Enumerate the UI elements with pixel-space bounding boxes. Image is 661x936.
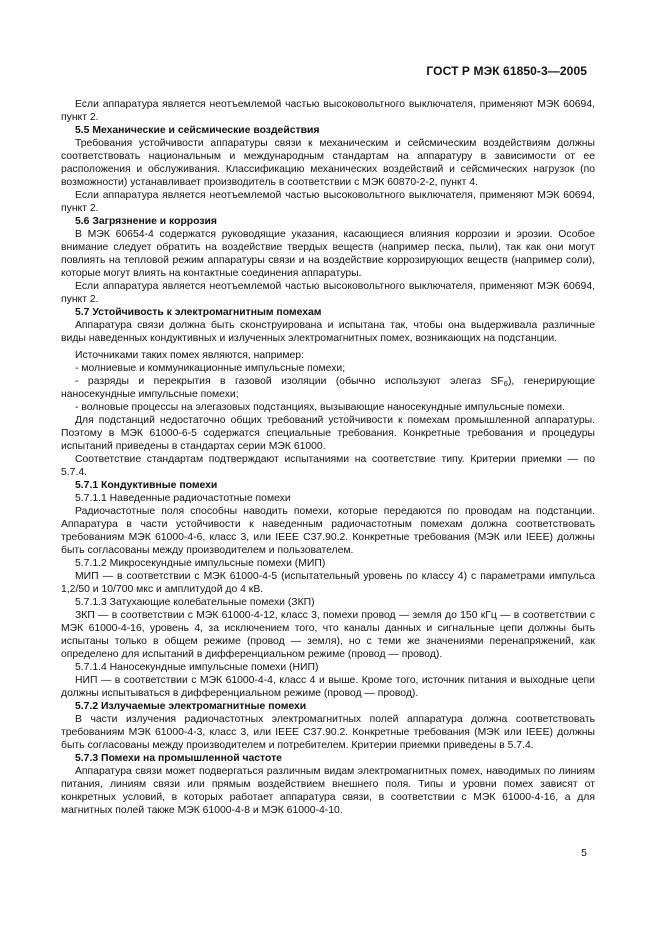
list-item: - волновые процессы на элегазовых подстанциях, вызывающие наносекундные импульсные помехи. (75, 402, 565, 413)
section-heading-5-5: 5.5 Механические и сейсмические воздействия (75, 125, 320, 136)
subscript: 6 (503, 379, 508, 388)
section-heading-5-7: 5.7 Устойчивость к электромагнитным помехам (75, 307, 322, 318)
paragraph: В МЭК 60654-4 содержатся руководящие указания, касающиеся влияния коррозии и эрозии. Особое внимание следует обратить на воздействие твердых веществ (например песка, пыли), так как они могут повлиять на тепловой режим аппаратуры связи и на воздействие коррозирующих веществ (например соли), которые могут влиять на контактные соединения аппаратуры. (61, 229, 595, 279)
paragraph: Если аппаратура является неотъемлемой частью высоковольтного выключателя, применяют МЭК 60694, пункт 2. (61, 99, 595, 123)
document-body (61, 98, 595, 817)
paragraph: Если аппаратура является неотъемлемой частью высоковольтного выключателя, применяют МЭК 60694, пункт 2. (61, 281, 595, 305)
paragraph: Аппаратура связи должна быть сконструирована и испытана так, чтобы она выдерживала различные виды наведенных кондуктивных и излученных электромагнитных помех, возникающих на подстанции. (61, 320, 595, 344)
paragraph: ЗКП — в соответствии с МЭК 61000-4-12, класс 3, помехи провод — земля до 150 кГц — в соответствии с МЭК 61000-4-16, уровень 4, за исключением того, что каналы данных и сигнальные цепи должны быть испытаны только в общем режиме (провод — земля), но с теми же значениями перенапряжений, как определено для испытаний в дифференциальном режиме (провод — провод). (61, 610, 595, 660)
subsection-heading-5-7-1-4: 5.7.1.4 Наносекундные импульсные помехи (НИП) (75, 662, 319, 673)
section-heading-5-6: 5.6 Загрязнение и коррозия (75, 216, 217, 227)
section-heading-5-7-1: 5.7.1 Кондуктивные помехи (75, 480, 218, 491)
paragraph: Соответствие стандартам подтверждают испытаниями на соответствие типу. Критерии приемки — по 5.7.4. (61, 454, 595, 478)
page-number: 5 (581, 847, 587, 859)
subsection-heading-5-7-1-2: 5.7.1.2 Микросекундные импульсные помехи (МИП) (75, 558, 326, 569)
paragraph: НИП — в соответствии с МЭК 61000-4-4, класс 4 и выше. Кроме того, источник питания и выходные цепи должны испытываться в дифференциальном режиме (провод — провод). (61, 675, 595, 699)
list-item-text: ), генерирующие наносекундные импульсные помехи; (61, 376, 595, 400)
list-item (61, 375, 595, 401)
list-item: - молниевые и коммуникационные импульсные помехи; (75, 363, 346, 374)
paragraph: МИП — в соответствии с МЭК 61000-4-5 (испытательный уровень по классу 4) с параметрами импульса 1,2/50 и 10/700 мкс и амплитудой до 4 кВ. (61, 571, 595, 595)
paragraph: Аппаратура связи может подвергаться различным видам электромагнитных помех, наводимых по линиям питания, линиям связи или прямым воздействием внешнего поля. Типы и уровни помех зависят от конкретных условий, в которых работает аппаратура связи, в соответствии с МЭК 61000-4-16, а для магнитных полей также МЭК 61000-4-8 и МЭК 61000-4-10. (61, 766, 595, 816)
paragraph: Радиочастотные поля способны наводить помехи, которые передаются по проводам на подстанции. Аппаратура в части устойчивости к наведенным радиочастотным помехам должна соответствовать требованиям МЭК 61000-4-6, класс 3, или IEEE C37.90.2. Конкретные требования (МЭК или IEEE) должны быть согласованы между производителем и пользователем. (61, 506, 595, 556)
paragraph: Если аппаратура является неотъемлемой частью высоковольтного выключателя, применяют МЭК 60694, пункт 2. (61, 190, 595, 214)
document-code-header: ГОСТ Р МЭК 61850-3—2005 (426, 64, 587, 78)
paragraph: Источниками таких помех являются, например: (75, 350, 304, 361)
paragraph: В части излучения радиочастотных электромагнитных полей аппаратура должна соответствовать требованиям МЭК 61000-4-3, класс 3, или IEEE C37.90.2. Конкретные требования (МЭК или IEEE) должны быть согласованы между производителем и потребителем. Критерии приемки приведены в 5.7.4. (61, 714, 595, 751)
subsection-heading-5-7-1-1: 5.7.1.1 Наведенные радиочастотные помехи (75, 493, 291, 504)
section-heading-5-7-2: 5.7.2 Излучаемые электромагнитные помехи (75, 701, 307, 712)
section-heading-5-7-3: 5.7.3 Помехи на промышленной частоте (75, 753, 282, 764)
subsection-heading-5-7-1-3: 5.7.1.3 Затухающие колебательные помехи (ЗКП) (75, 597, 315, 608)
list-item-text: - разряды и перекрытия в газовой изоляции (обычно используют элегаз SF (75, 376, 504, 387)
paragraph: Для подстанций недостаточно общих требований устойчивости к помехам промышленной аппаратуры. Поэтому в МЭК 61000-6-5 содержатся специальные требования. Конкретные требования и процедуры испытаний приведены в стандартах серии МЭК 61000. (61, 415, 595, 452)
paragraph: Требования устойчивости аппаратуры связи к механическим и сейсмическим воздействиям должны соответствовать национальным и международным стандартам на аппаратуру в зависимости от ее расположения и обслуживания. Классификацию механических воздействий и сейсмических нагрузок (по возможности) устанавливает производитель в соответствии с МЭК 60870-2-2, пункт 4. (61, 138, 595, 188)
